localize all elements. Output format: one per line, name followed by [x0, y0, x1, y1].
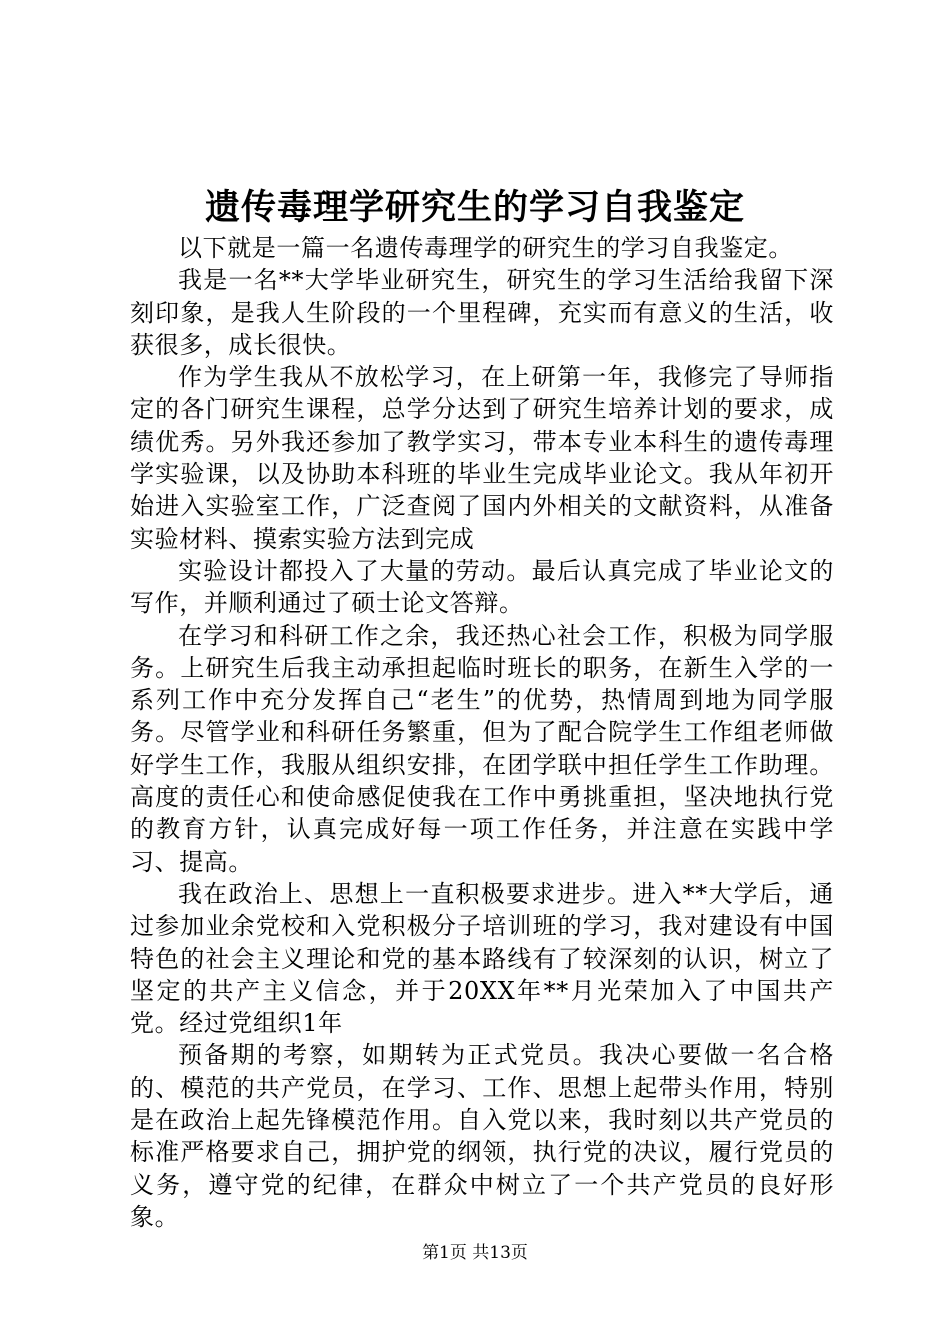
paragraph-study: 作为学生我从不放松学习，在上研第一年，我修完了导师指定的各门研究生课程，总学分达到了研究生培养计划的要求，成绩优秀。另外我还参加了教学实习，带本专业本科生的遗传毒理学实验课，以及协助本科班的毕业生完成毕业论文。我从年初开始进入实验室工作，广泛查阅了国内外相关的文献资料，从准备实验材料、摸索实验方法到完成: [130, 363, 834, 553]
document-body: [130, 232, 834, 1233]
paragraph-intro: 以下就是一篇一名遗传毒理学的研究生的学习自我鉴定。: [178, 234, 793, 262]
page-footer: 第1页 共13页: [422, 1243, 528, 1263]
document-title: 遗传毒理学研究生的学习自我鉴定: [204, 187, 745, 228]
paragraph-party-member: 预备期的考察，如期转为正式党员。我决心要做一名合格的、模范的共产党员，在学习、工作、思想上起带头作用，特别是在政治上起先锋模范作用。自入党以来，我时刻以共产党员的标准严格要求自己，拥护党的纲领，执行党的决议，履行党员的义务，遵守党的纪律，在群众中树立了一个共产党员的良好形象。: [130, 1041, 834, 1231]
paragraph-politics: 我在政治上、思想上一直积极要求进步。进入**大学后，通过参加业余党校和入党积极分子培训班的学习，我对建设有中国特色的社会主义理论和党的基本路线有了较深刻的认识，树立了坚定的共产主义信念，并于20XX年**月光荣加入了中国共产党。经过党组织1年: [130, 879, 834, 1038]
paragraph-thesis: 实验设计都投入了大量的劳动。最后认真完成了毕业论文的写作，并顺利通过了硕士论文答辩。: [130, 556, 834, 618]
paragraph-background: 我是一名**大学毕业研究生，研究生的学习生活给我留下深刻印象，是我人生阶段的一个里程碑，充实而有意义的生活，收获很多，成长很快。: [130, 266, 834, 359]
paragraph-service: 在学习和科研工作之余，我还热心社会工作，积极为同学服务。上研究生后我主动承担起临时班长的职务，在新生入学的一系列工作中充分发挥自己“老生”的优势，热情周到地为同学服务。尽管学业和科研任务繁重，但为了配合院学生工作组老师做好学生工作，我服从组织安排，在团学联中担任学生工作助理。高度的责任心和使命感促使我在工作中勇挑重担，坚决地执行党的教育方针，认真完成好每一项工作任务，并注意在实践中学习、提高。: [130, 621, 834, 876]
